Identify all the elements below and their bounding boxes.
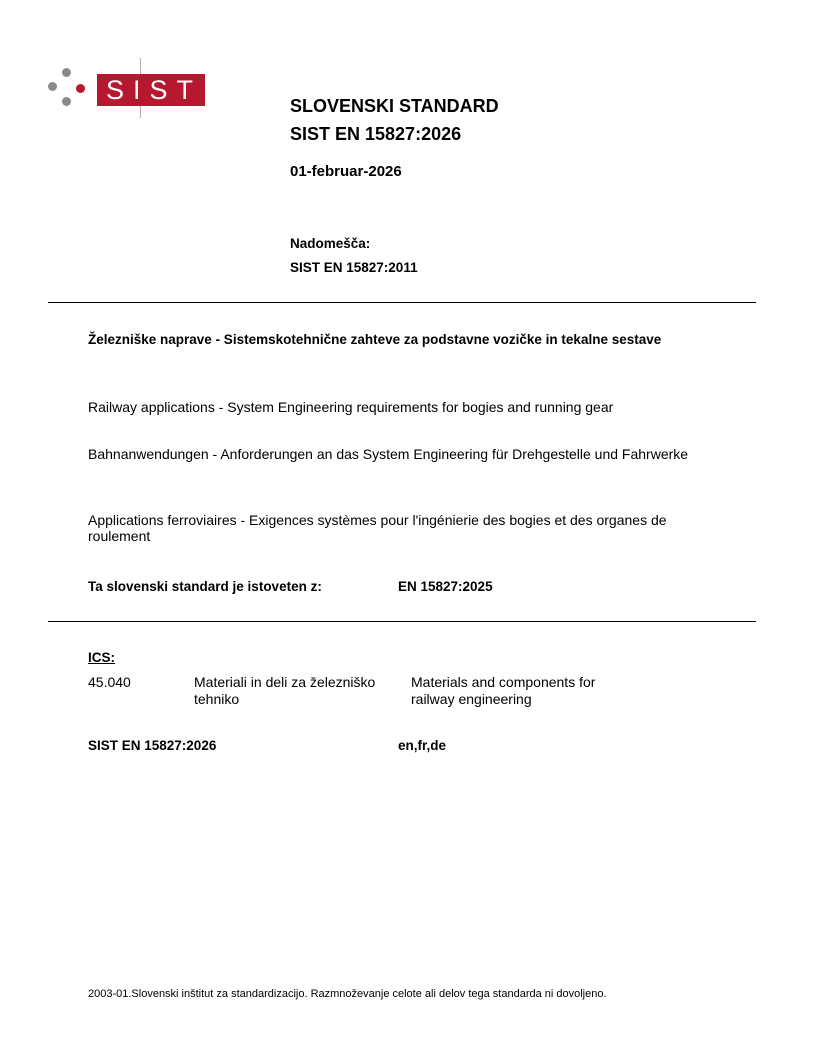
top-divider bbox=[48, 302, 756, 303]
ics-description-sl: Materiali in deli za železniško tehniko bbox=[194, 674, 376, 707]
title-english: Railway applications - System Engineering requirements for bogies and running gear bbox=[88, 399, 614, 415]
copyright-notice: 2003-01.Slovenski inštitut za standardizacijo. Razmnoževanje celote ali delov tega standarda ni dovoljeno. bbox=[88, 988, 607, 1000]
ics-code: 45.040 bbox=[88, 674, 131, 690]
replaces-value: SIST EN 15827:2011 bbox=[290, 260, 418, 275]
identity-label: Ta slovenski standard je istoveten z: bbox=[88, 579, 322, 594]
standard-type: SLOVENSKI STANDARD bbox=[290, 96, 499, 116]
title-french: Applications ferroviaires - Exigences systèmes pour l'ingénierie des bogies et des organes de roulement bbox=[88, 512, 667, 544]
footer-standard: SIST EN 15827:2026 bbox=[88, 738, 217, 753]
ics-description-en: Materials and components for railway engineering bbox=[411, 674, 596, 707]
identity-value: EN 15827:2025 bbox=[398, 579, 493, 594]
standard-number: SIST EN 15827:2026 bbox=[290, 124, 462, 144]
title-german: Bahnanwendungen - Anforderungen an das System Engineering für Drehgestelle und Fahrwerke bbox=[88, 446, 689, 462]
logo-wordmark: SIST bbox=[97, 74, 205, 106]
title-slovenian: Železniške naprave - Sistemskotehnične zahteve za podstavne vozičke in tekalne sestave bbox=[88, 332, 662, 347]
publication-date: 01-februar-2026 bbox=[290, 163, 402, 180]
bottom-divider bbox=[48, 621, 756, 622]
footer-languages: en,fr,de bbox=[398, 738, 447, 753]
logo-dots-icon bbox=[46, 66, 86, 110]
replaces-label: Nadomešča: bbox=[290, 236, 371, 251]
ics-label: ICS: bbox=[88, 650, 115, 665]
